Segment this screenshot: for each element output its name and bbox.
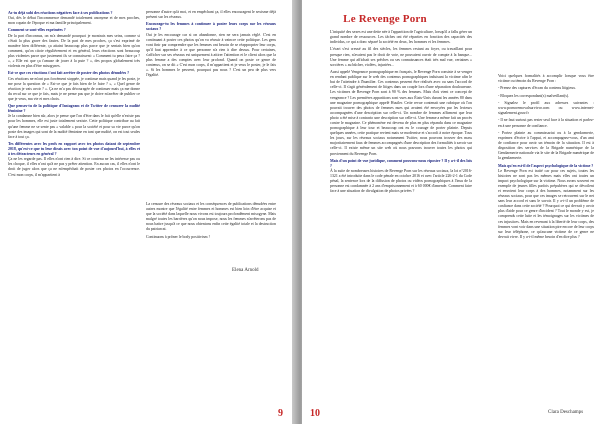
paragraph: Voici quelques formalités à accomplir lorsque vous être victime ou témoin du Revenge Porn : [498,74,594,84]
question-heading: Que penses-tu de la politique d'Instagram et de Twitter de censurer la nudité féminine ? [8,104,140,114]
question-heading: Tes différentes avec les profs en rapport avec tes photos datant de septembre 2018, qu'est-ce que tu leur dirais avec ton point de vue d'aujourd'hui, à elles et à tes détracteurs en général ? [8,142,140,157]
paragraph: Continuons à prôner le body positivism ! [146,234,210,239]
paragraph: Je la condamne bien sûr, alors je pense que l'on d'être dans le fait qu'elle n'existe pas pour les hommes, elle est juste totalement sexiste. Cette politique contribue au fait qu'une femme ne se sente pas « valable » pour la société et pour sa vie parce qu'on poste des images qui sont de la nudité féminine en tant que nudité, on est tout seules face à tout ça. [8,114,140,139]
page-number-right: 10 [310,408,320,419]
paragraph: - Bloquez les correspondant(s) malveillant(s). [498,93,570,98]
left-page [0,0,298,424]
right-column-1 [330,30,472,197]
right-column-2 [498,74,594,242]
paragraph: Le Revenge Porn est traité car pour ces sujets, toutes les histoires ne sont pas les mêmes mais elles ont toutes un impact psychologique sur la victime. Nous avons souvent en exemple de jeunes filles parfois prépubères qui se dévoilent et envoient leur corps à des hommes, notamment sur les réseaux sociaux, pour que ces images se retrouvent sur le net sans leur accord et sans le savoir. Il y a-t-il un problème de confiance dans cette société ? Pourquoi ce qui devrait y avoir plus d'aide pour ce genre d'incident ? Tout le monde y est, je comprends cette lutte et les témoignages sur les victimes de ces injustices. Mais en revenant à la liberté de leur corps, des femmes vont voir dans une situation pire encore de leur corps sur leur téléphone, ce qu'aucune victime de ce genre ne devrait vivre. Il y a-t-il même besoin d'en dire plus ? [498,168,594,239]
paragraph: personne d'autre qu'à moi, et en empêchant ça, il elles encouragent le sexisme déjà présent sur les réseaux. [146,10,276,20]
right-page [302,0,600,424]
article-title: Le Revenge Porn [343,13,427,25]
paragraph: Oui je les encourage car si on abandonne, rien ne sera jamais réglé. C'est en continuant à poster ces photos qu'on va réussir à vaincre cette politique. Les gens vont finir par comprendre que les femmes ont besoin de se réapproprier leur corps, qu'il faut apprendre à ce que personne n'a rien à dire dessus. Pour certaines, s'afficher sur ses réseaux est uniquement à attirer l'attention et le client alors que la plus femme a des comptes avec leur profond. Quand on poste ce genre de contenus, on se dit « C'est mon corps, il m'appartient et je veux le poster, je le fais ». Si les hommes le peuvent, pourquoi pas nous ? C'est un peu de plus vers l'égalité. [146,32,276,78]
paragraph: Oui, dès le début l'incommence demandé totalement anonyme et de mes proches, mon copain de l'époque et ma famille principalement. [8,16,140,26]
left-column-1 [8,10,140,180]
paragraph: Aussi appelé Vengeance pornographique en français, le Revenge Porn consiste à se venger en rendant publique sur le web des contenus pornographiques induisant la victime afin le but de l'atteindre à l'humilier. Ces contenus peuvent être réalisés avec ou sans l'accord de celle-ci. Il s'agit généralement de litiges dans un couple lors d'une séparation douloureuse. Les victimes de Revenge Porn sont à 90 % des femmes. Mais d'où vient ce concept de vengeance ? Les premières apparitions sont vues aux États-Unis durant les années 80 dans une magazine pornographique appelé Hustler. Cette revue contenait une rubrique où l'on pouvait trouver des photos de femmes nues qui avaient été envoyées par les lecteurs accompagnées d'une description sur celle-ci. Un nombre de femmes affirment que leur photo a été mise à contrario une description sur celle-ci. Une femme a même fait un procès contre le magazine. Ce phénomène est devenu de plus en plus répandu dans ce magazine pornographique à leur tour et beaucoup ont eu le courage de porter plainte. Depuis quelques années, cette pratique revient mais se modernise et s'accroît à notre époque. Tous les jours, sur les réseaux sociaux notamment Twitter, nous pouvons trouver des mass majoritairement faux de femmes accompagnés d'une description des formalités à savoir sur celle-ci. Il existe même un site web où nous pouvons trouver toutes les photos qui proviennent du Revenge Porn. [330,70,472,156]
question-heading: Mais qu'en est-il de l'aspect psychologique de la victime ? [498,163,594,168]
author-left: Elena Arnold [232,268,259,273]
question-heading: Comment se sont-elles exprimées ? [8,28,66,33]
paragraph: - Portez plainte au commissariat ou à la gendarmerie, exprimez d'écrire à l'appui, et accompagnez-vous, d'un ami de confiance pour avoir un témoin de la situation. Il est à disposition des services de la Brigade numérique de la Gendarmerie nationale via le site de la Brigade numérique de la gendarmerie. [498,130,594,161]
paragraph: L'écart s'est creusé au fil des siècles, les femmes restant au foyer, ou travaillant pour presque rien, n'avaient pas le droit de vote, ne pouvaient ouvrir de compte à la banque... Une femme qui affichait ses prêches ou ses connaissances était très mal vue, certaines « sorcières » au bûcher, violées, injuriées... [330,47,472,67]
page-number-left: 9 [278,408,283,419]
left-column-2-interview [146,10,276,81]
author-right: Clara Deschamps [548,410,584,415]
question-heading: Mais d'un point de vue juridique, comment pouvons-nous riposter ? Il y a-t-il des lois ? [330,158,472,168]
paragraph: La censure des réseaux sociaux et les conséquences de publications dénudées entre autres montre que l'égalité entre femmes et hommes est bien loin d'être acquise et que la société dans laquelle nous vivons est toujours profondément misogyne. Mais malgré toutes les barrières qu'on nous impose, nous les femmes n'arrêterons pas de nous battre jusqu'à ce que nous obtenions enfin cette égalité totale et la destruction du patriarcat. [146,202,276,232]
question-heading: Est-ce que ces réactions t'ont fait arrêter de poster des photos dénudées ? [8,71,130,76]
paragraph: De la part d'inconnus, on m'a demandé pourquoi je montrais mes seins, comme si c'était la plus grave des fautes. De la part de mes proches, ça s'est exprimé de manière bien différente, ça attaint beaucoup plus parce que je sentais bien qu'on comment, qu'on citoie régulièrement et en général, leurs réactions sont beaucoup plus violentes parce que justement ils se connaissent: « Comment tu peux faire ça ? », « Elle est que ça t'amuse de jouer à la pute ? », des propos globalement très violents en plus d'être misogynes. [8,33,140,69]
paragraph: Ces réactions ne m'ont pas forcément stoppée, je continue mais quand je les poste, je me pose la question de « Est-ce que je fais bien de le faire ? », « Quel genre de réaction je vais avoir ? ». Ça ne m'a pas découragée de continuer mais ça me donne du recul sur ce que je fais, mais je ne pense pas que je doive m'arrêter de publier ce que je veux, ma vie et mes choix. [8,76,140,101]
paragraph: - Signalez le profil aux adresses suivantes : www.pornoremovalsurvivor.com ou www.internet-signalement.gouv.fr [498,100,594,116]
paragraph: - Il ne faut surtout pas rester seul face à la situation et parlez-en à une personne de confiance. [498,118,594,128]
question-heading: Encourage-tu les femmes à continuer à poster leurs corps sur les réseaux sociaux ? [146,22,276,32]
left-column-2-conclusion [146,202,276,242]
paragraph: À la suite de nombreuses histoires de Revenge Porn sur les réseaux sociaux, la loi n°2016-1321 a été introduite dans le code pénale en octobre 2016 et avec l'article 226-2-1 du Code pénal, la sentence lors de la diffusion de photos ou vidéos pornographiques à l'insu de la personne est condamnée à 2 ans d'emprisonnement et à 60 000€ d'amende. Comment faire face à une situation de divulgation de photos privées ? [330,169,472,194]
paragraph: L'iniquité des sexes est une dette née à l'apparition de l'agriculture, lorsqu'il a fallu gérer un grand nombre de ressources. Les tâches ont été réparties en fonction des capacités des individus, ce qui a donc séparé la société en deux, les hommes et les femmes. [330,30,472,45]
paragraph: Ça ne les regarde pas. Il elles n'ont rien à dire. Si ce contenu ne les intéresse pas ou les choque, il elles n'ont qu'à ne pas y prêter attention. En aucun cas, il elles n'ont le droit de juger alors que ça ne m'empêchait de poster ces photos en l'occurrence. C'est mon corps, il m'appartient à [8,157,140,177]
question-heading: As-tu déjà subi des réactions négatives face à ses publications ? [8,11,113,15]
paragraph: - Prenez des captures d'écran du contenu litigieux. [498,86,577,91]
